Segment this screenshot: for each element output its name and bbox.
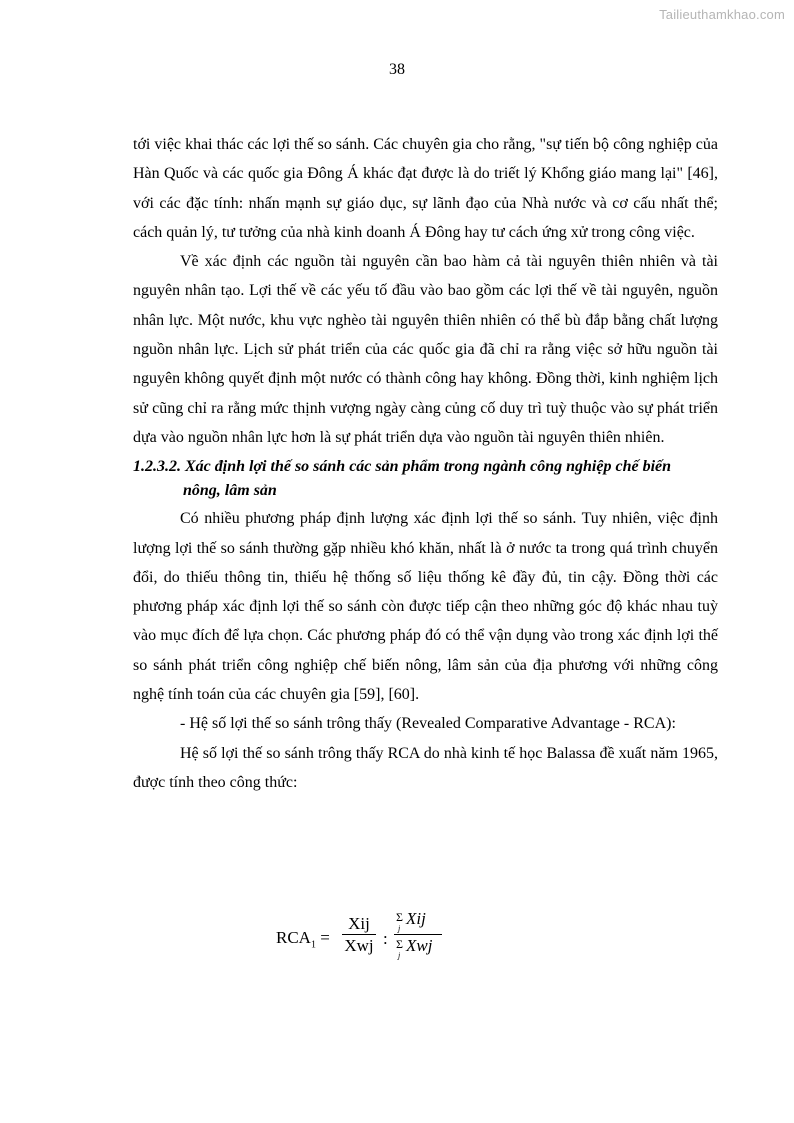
paragraph-rca-item: - Hệ số lợi thế so sánh trông thấy (Revealed Comparative Advantage - RCA): [180,715,676,733]
fraction-1-numerator: Xij [342,914,376,935]
sum-index: j [398,951,401,960]
formula-colon: : [383,929,388,948]
section-heading [133,455,718,503]
fraction-1-denominator: Xwj [344,936,374,955]
fraction-2-denominator: Σ j Xwj [396,936,433,960]
page-number: 38 [389,61,405,78]
paragraph-continuation: tới việc khai thác các lợi thế so sánh. Các chuyên gia cho rằng, "sự tiến bộ công nghiệp của Hàn Quốc và các quốc gia Đông Á khác đạt được là do triết lý Khổng giáo mang lại" [46], với các đặc tính: nhấn mạnh sự giáo dục, sự lãnh đạo của Nhà nước và cơ cấu nhất thể; cách quản lý, tư tưởng của nhà kinh doanh Á Đông hay tư cách ứng xử trong công việc. [133,136,718,241]
section-heading-line1: 1.2.3.2. Xác định lợi thế so sánh các sản phẩm trong ngành công nghiệp chế biến [133,458,672,476]
sigma-symbol: Σ [396,937,403,951]
document-body [133,130,718,797]
formula-fraction-1 [342,914,376,956]
fraction-2-numerator: Σ j Xij [394,908,442,935]
formula-lhs: $RCA_1$ = [276,928,330,951]
paragraph-resources: Về xác định các nguồn tài nguyên cần bao hàm cả tài nguyên thiên nhiên và tài nguyên nhân tạo. Lợi thế về các yếu tố đầu vào bao gồm các lợi thế về tài nguyên, nguồn nhân lực. Một nước, khu vực nghèo tài nguyên thiên nhiên có thể bù đắp bằng chất lượng nguồn nhân lực. Lịch sử phát triển của các quốc gia đã chỉ ra rằng việc sở hữu nguồn tài nguyên không quyết định một nước có thành công hay không. Đồng thời, kinh nghiệm lịch sử cũng chỉ ra rằng mức thịnh vượng ngày càng củng cố duy trì tuỳ thuộc vào sự phát triển dựa vào nguồn nhân lực hơn là sự phát triển dựa vào nguồn tài nguyên thiên nhiên. [133,253,718,446]
watermark: Tailieuthamkhao.com [659,7,785,22]
paragraph-rca-intro: Hệ số lợi thế so sánh trông thấy RCA do nhà kinh tế học Balassa đề xuất năm 1965, được tính theo công thức: [133,744,718,791]
sum-index: j [398,924,401,933]
sigma-symbol: Σ [396,910,403,924]
formula-fraction-2 [394,908,442,961]
paragraph-methods: Có nhiều phương pháp định lượng xác định lợi thế so sánh. Tuy nhiên, việc định lượng lợi thế so sánh thường gặp nhiều khó khăn, nhất là ở nước ta trong quá trình chuyển đổi, do thiếu thông tin, thiếu hệ thống số liệu thống kê đầy đủ, tin cậy. Đồng thời các phương pháp xác định lợi thế so sánh còn được tiếp cận theo những góc độ khác nhau tuỳ vào mục đích để lựa chọn. Các phương pháp đó có thể vận dụng vào trong xác định lợi thế so sánh phát triển công nghiệp chế biến nông, lâm sản của địa phương với những công nghệ tính toán của các chuyên gia [59], [60]. [133,510,718,704]
section-heading-line2: nông, lâm sản [183,482,277,500]
rca-formula [276,908,476,968]
